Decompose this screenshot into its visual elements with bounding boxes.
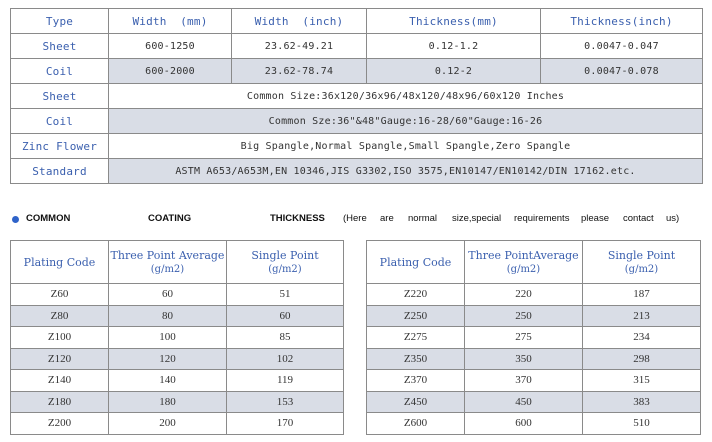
heading-word: us) xyxy=(666,213,680,224)
width-inch-cell: 23.62-49.21 xyxy=(232,34,367,59)
plating-code-cell: Z140 xyxy=(11,370,109,392)
coating-row xyxy=(11,348,344,370)
plating-code-cell: Z450 xyxy=(367,391,465,413)
single-cell: 170 xyxy=(227,413,344,435)
plating-code-cell: Z275 xyxy=(367,327,465,349)
average-cell: 120 xyxy=(109,348,227,370)
heading-word: contact xyxy=(623,213,654,224)
header-width-mm: Width (mm) xyxy=(109,9,232,34)
spec-row-sheet-size xyxy=(11,84,703,109)
width-inch-cell: 23.62-78.74 xyxy=(232,59,367,84)
single-cell: 153 xyxy=(227,391,344,413)
heading-word: please xyxy=(581,213,609,224)
header-single-point: Single Point (g/m2) xyxy=(227,241,344,284)
plating-code-cell: Z600 xyxy=(367,413,465,435)
plating-code-cell: Z100 xyxy=(11,327,109,349)
heading-word: COMMON xyxy=(26,213,71,224)
plating-code-cell: Z80 xyxy=(11,305,109,327)
header-thickness-mm: Thickness(mm) xyxy=(367,9,541,34)
bullet-icon xyxy=(12,216,19,223)
average-cell: 250 xyxy=(465,305,583,327)
average-cell: 370 xyxy=(465,370,583,392)
plating-code-cell: Z220 xyxy=(367,284,465,306)
average-cell: 140 xyxy=(109,370,227,392)
spec-table xyxy=(10,8,703,184)
coating-row xyxy=(11,413,344,435)
single-cell: 383 xyxy=(583,391,701,413)
width-mm-cell: 600-2000 xyxy=(109,59,232,84)
header-three-point-average: Three PointAverage (g/m2) xyxy=(465,241,583,284)
header-plating-code: Plating Code xyxy=(11,241,109,284)
spec-header-row xyxy=(11,9,703,34)
header-width-inch: Width (inch) xyxy=(232,9,367,34)
row-label: Coil xyxy=(11,109,109,134)
row-value: ASTM A653/A653M,EN 10346,JIS G3302,ISO 3575,EN10147/EN10142/DIN 17162.etc. xyxy=(109,159,703,184)
header-type: Type xyxy=(11,9,109,34)
coating-table-left xyxy=(10,240,344,435)
row-type: Coil xyxy=(11,59,109,84)
plating-code-cell: Z350 xyxy=(367,348,465,370)
plating-code-cell: Z120 xyxy=(11,348,109,370)
coating-header-row xyxy=(367,241,701,284)
coating-header-row xyxy=(11,241,344,284)
heading-word: THICKNESS xyxy=(270,213,325,224)
single-cell: 60 xyxy=(227,305,344,327)
coating-row xyxy=(367,284,701,306)
coating-row xyxy=(367,391,701,413)
plating-code-cell: Z60 xyxy=(11,284,109,306)
single-cell: 85 xyxy=(227,327,344,349)
average-cell: 600 xyxy=(465,413,583,435)
single-cell: 102 xyxy=(227,348,344,370)
row-label: Standard xyxy=(11,159,109,184)
average-cell: 60 xyxy=(109,284,227,306)
average-cell: 450 xyxy=(465,391,583,413)
header-single-point: Single Point (g/m2) xyxy=(583,241,701,284)
spec-row-coil xyxy=(11,59,703,84)
coating-row xyxy=(11,305,344,327)
coating-row xyxy=(11,284,344,306)
single-cell: 119 xyxy=(227,370,344,392)
average-cell: 200 xyxy=(109,413,227,435)
coating-row xyxy=(367,327,701,349)
single-cell: 51 xyxy=(227,284,344,306)
single-cell: 510 xyxy=(583,413,701,435)
header-plating-code: Plating Code xyxy=(367,241,465,284)
row-label: Sheet xyxy=(11,84,109,109)
spec-row-zinc-flower xyxy=(11,134,703,159)
plating-code-cell: Z250 xyxy=(367,305,465,327)
heading-word: requirements xyxy=(514,213,570,224)
row-value: Common Size:36x120/36x96/48x120/48x96/60x120 Inches xyxy=(109,84,703,109)
heading-word: (Here xyxy=(343,213,367,224)
row-value: Common Sze:36"&48"Gauge:16-28/60"Gauge:16-26 xyxy=(109,109,703,134)
single-cell: 213 xyxy=(583,305,701,327)
single-cell: 298 xyxy=(583,348,701,370)
single-cell: 234 xyxy=(583,327,701,349)
single-cell: 187 xyxy=(583,284,701,306)
thickness-inch-cell: 0.0047-0.078 xyxy=(541,59,703,84)
spec-row-sheet xyxy=(11,34,703,59)
coating-row xyxy=(367,305,701,327)
average-cell: 350 xyxy=(465,348,583,370)
coating-row xyxy=(11,327,344,349)
width-mm-cell: 600-1250 xyxy=(109,34,232,59)
coating-row xyxy=(367,370,701,392)
coating-row xyxy=(11,370,344,392)
thickness-mm-cell: 0.12-1.2 xyxy=(367,34,541,59)
plating-code-cell: Z180 xyxy=(11,391,109,413)
heading-word: COATING xyxy=(148,213,192,224)
header-thickness-inch: Thickness(inch) xyxy=(541,9,703,34)
heading-word: size,special xyxy=(452,213,502,224)
row-type: Sheet xyxy=(11,34,109,59)
average-cell: 220 xyxy=(465,284,583,306)
spec-row-coil-size xyxy=(11,109,703,134)
row-label: Zinc Flower xyxy=(11,134,109,159)
average-cell: 80 xyxy=(109,305,227,327)
thickness-inch-cell: 0.0047-0.047 xyxy=(541,34,703,59)
average-cell: 180 xyxy=(109,391,227,413)
plating-code-cell: Z370 xyxy=(367,370,465,392)
coating-table-right xyxy=(366,240,701,435)
coating-row xyxy=(367,348,701,370)
thickness-mm-cell: 0.12-2 xyxy=(367,59,541,84)
average-cell: 275 xyxy=(465,327,583,349)
single-cell: 315 xyxy=(583,370,701,392)
coating-heading xyxy=(10,212,706,228)
average-cell: 100 xyxy=(109,327,227,349)
coating-row xyxy=(11,391,344,413)
heading-word: are xyxy=(380,213,394,224)
header-three-point-average: Three Point Average (g/m2) xyxy=(109,241,227,284)
row-value: Big Spangle,Normal Spangle,Small Spangle,Zero Spangle xyxy=(109,134,703,159)
coating-row xyxy=(367,413,701,435)
spec-row-standard xyxy=(11,159,703,184)
heading-word: normal xyxy=(408,213,438,224)
plating-code-cell: Z200 xyxy=(11,413,109,435)
